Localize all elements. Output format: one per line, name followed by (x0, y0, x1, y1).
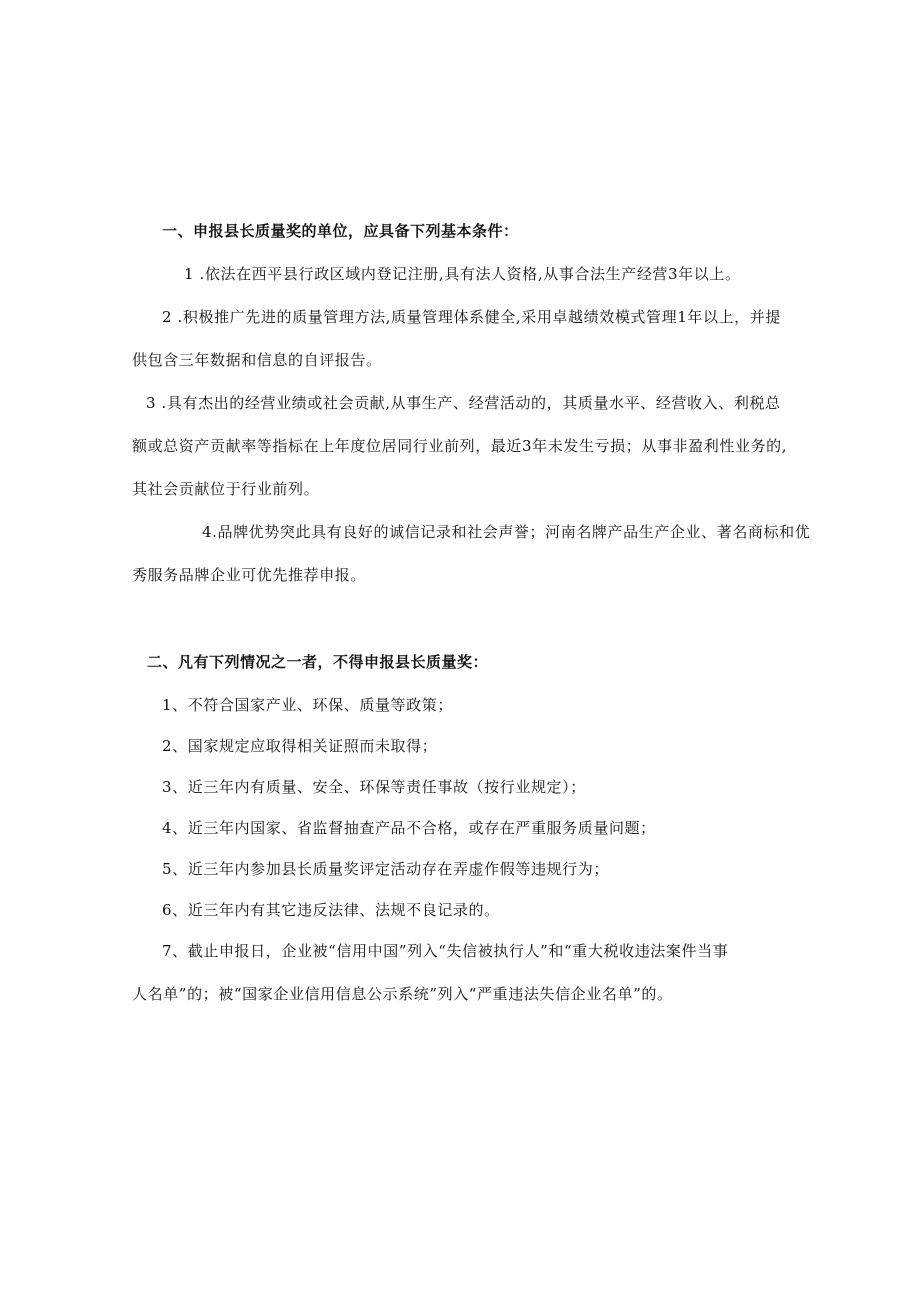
section2-item6: 6、近三年内有其它违反法律、法规不良记录的。 (162, 901, 500, 919)
section1-item3-line3: 其社会贡献位于行业前列。 (132, 480, 320, 498)
section1-heading: 一、申报县长质量奖的单位，应具备下列基本条件： (162, 222, 519, 240)
section2-item3: 3、近三年内有质量、安全、环保等责任事故（按行业规定）； (162, 778, 586, 796)
section2-heading: 二、凡有下列情况之一者，不得申报县长质量奖： (147, 653, 489, 671)
section1-item3-line2: 额或总资产贡献率等指标在上年度位居同行业前列，最近3年未发生亏损；从事非盈利性业务的, (132, 437, 788, 455)
section2-item1: 1、不符合国家产业、环保、质量等政策； (162, 696, 453, 714)
section2-item2: 2、国家规定应取得相关证照而未取得； (162, 737, 438, 755)
section1-item1: 1 .依法在西平县行政区域内登记注册,具有法人资格,从事合法生产经营3年以上。 (184, 265, 741, 283)
section2-item4: 4、近三年内国家、省监督抽查产品不合格，或存在严重服务质量问题； (162, 819, 656, 837)
section2-item7-line2: 人名单”的；被“国家企业信用信息公示系统”列入“严重违法失信企业名单”的。 (132, 985, 673, 1003)
section2-item7-line1: 7、截止申报日，企业被“信用中国”列入“失信被执行人”和“重大税收违法案件当事 (162, 942, 729, 960)
section1-item4-line2: 秀服务品牌企业可优先推荐申报。 (132, 566, 367, 584)
section1-item2-line1: 2 .积极推广先进的质量管理方法,质量管理体系健全,采用卓越绩效模式管理1年以上，并提 (162, 308, 781, 326)
section1-item4-line1: 4.品牌优势突此具有良好的诚信记录和社会声誉；河南名牌产品生产企业、著名商标和优 (202, 523, 811, 541)
section1-item2-line2: 供包含三年数据和信息的自评报告。 (132, 351, 382, 369)
section1-item3-line1: 3 .具有杰出的经营业绩或社会贡献,从事生产、经营活动的，其质量水平、经营收入、利税总 (146, 394, 781, 412)
section2-item5: 5、近三年内参加县长质量奖评定活动存在弄虚作假等违规行为； (162, 860, 609, 878)
